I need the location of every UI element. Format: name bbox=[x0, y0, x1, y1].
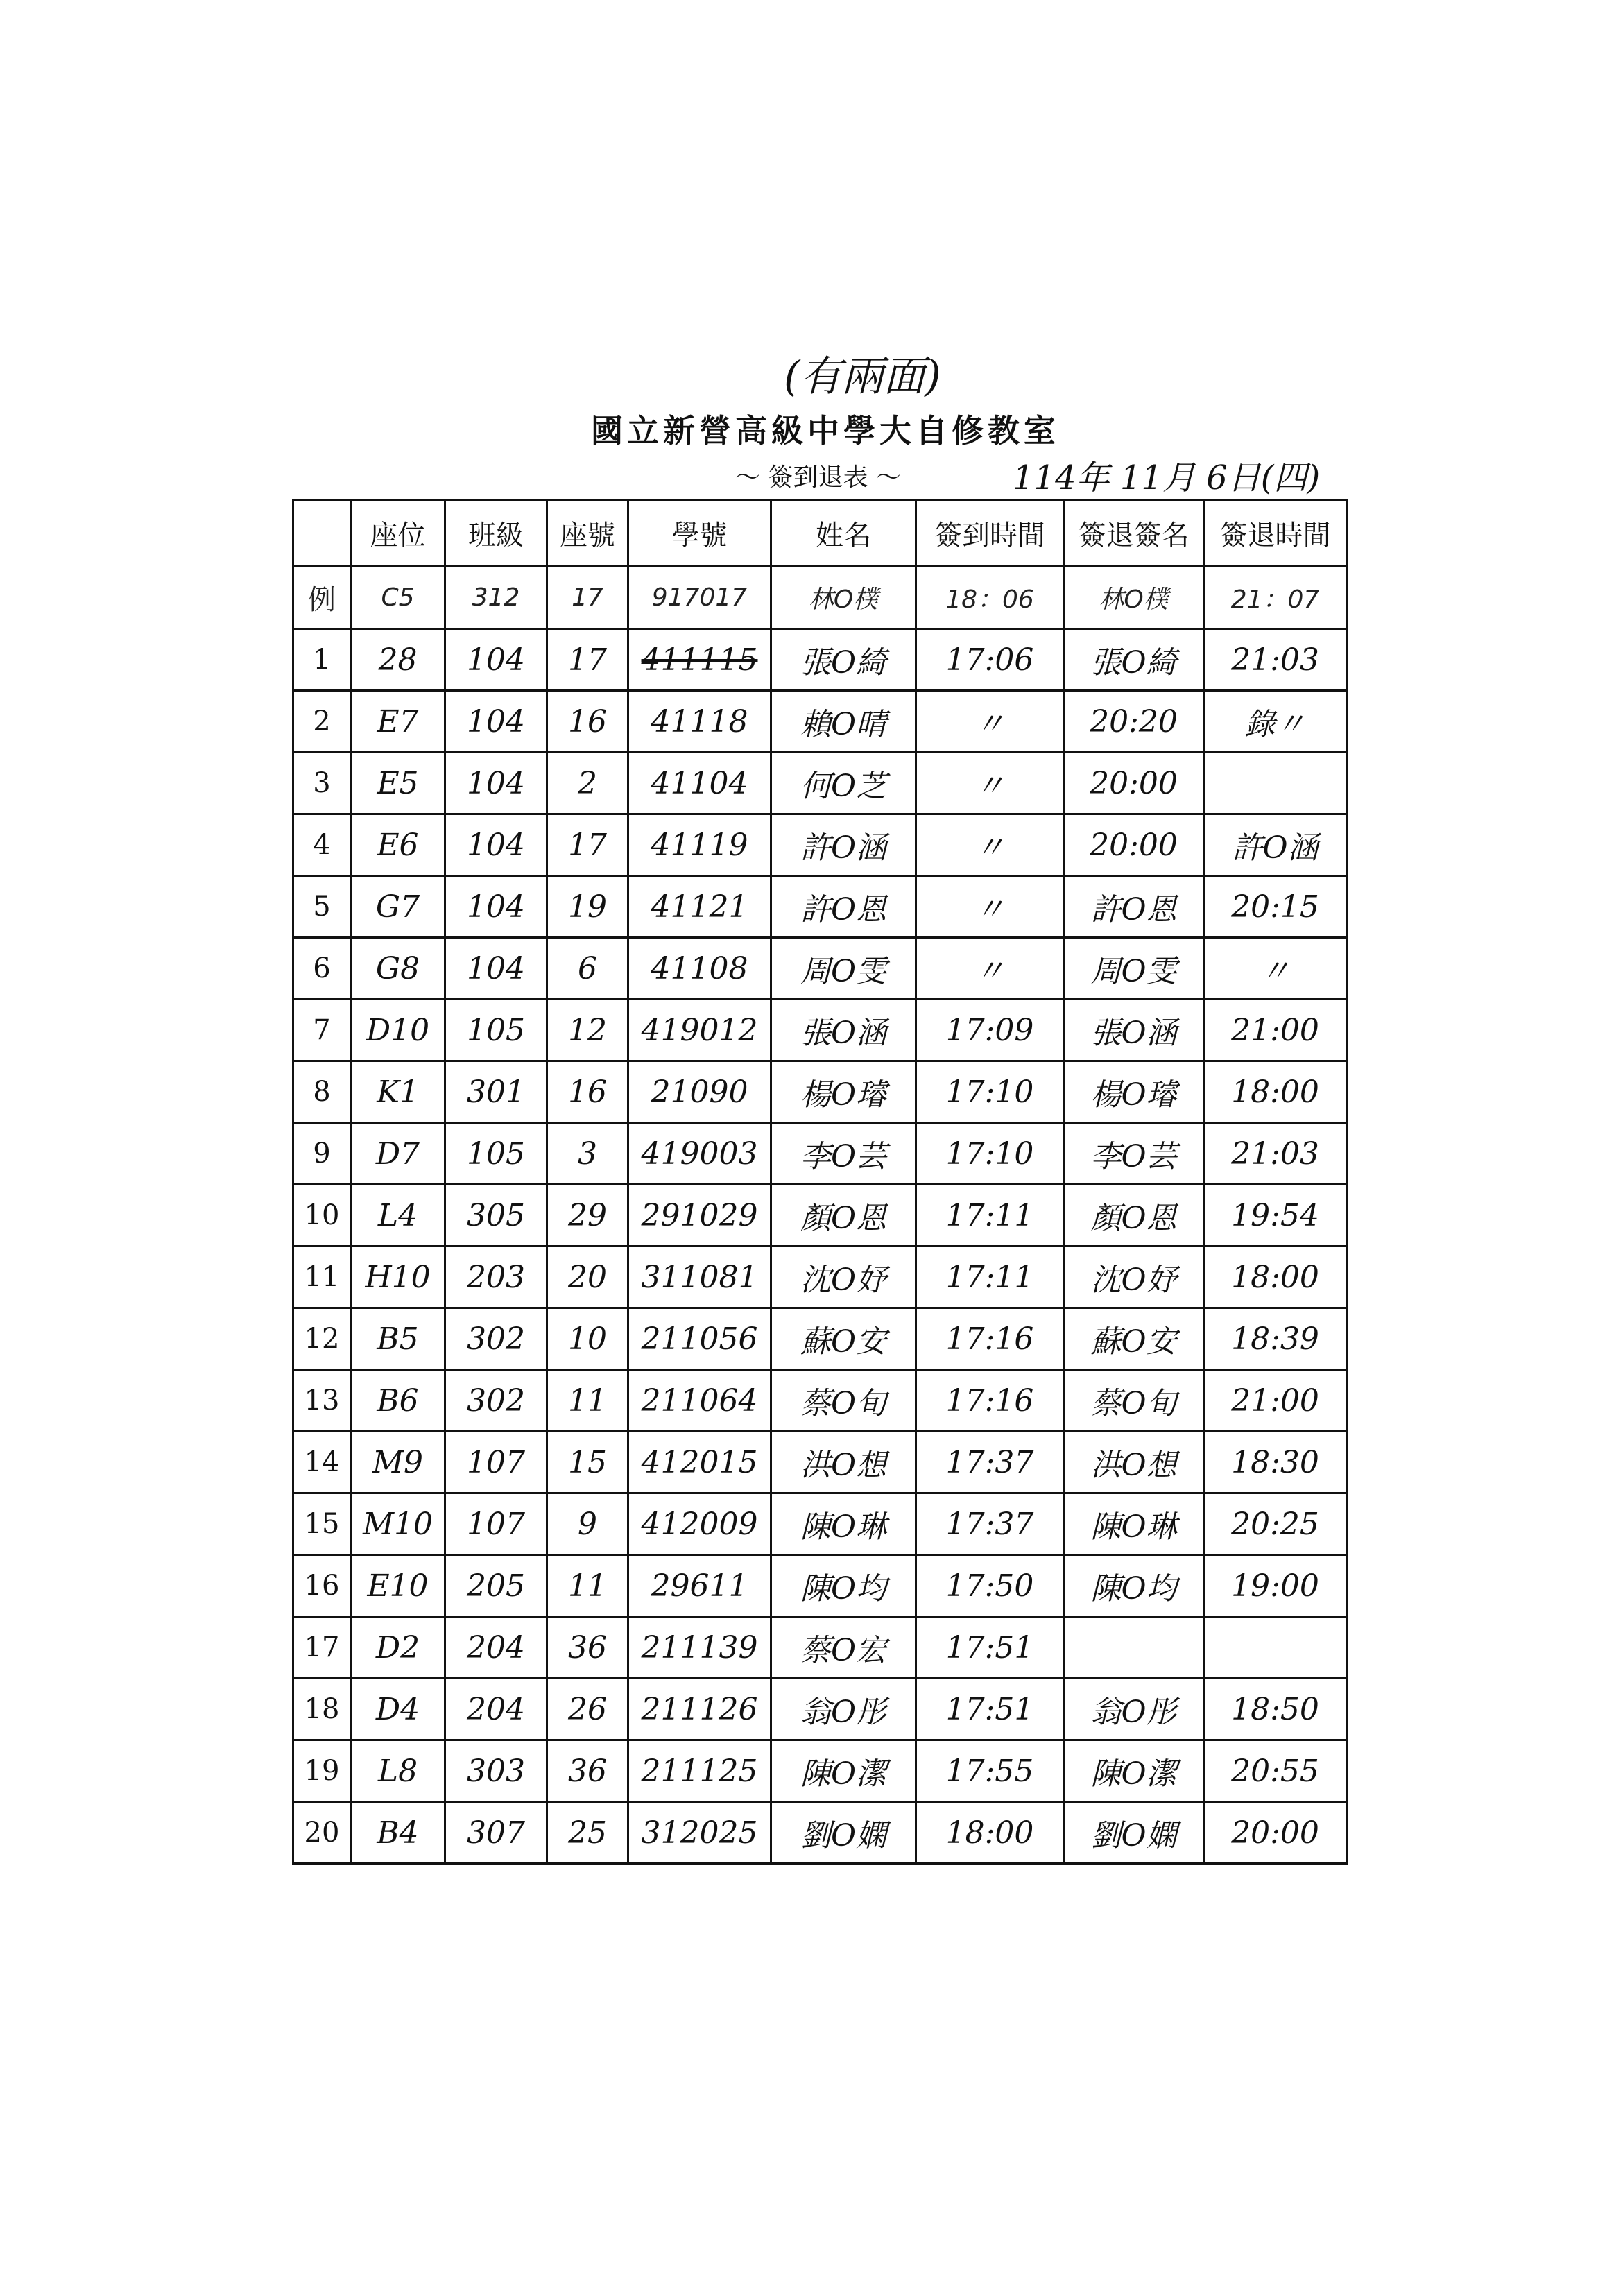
table-row bbox=[293, 1370, 1347, 1432]
cell-sign-out-signature: 李O芸 bbox=[1064, 1123, 1204, 1185]
cell-sign-in-time: 18:00 bbox=[916, 1802, 1064, 1864]
cell-class: 104 bbox=[445, 753, 547, 814]
example-sign-in-time: 18：06 bbox=[916, 567, 1064, 629]
cell-seat: D10 bbox=[351, 1000, 445, 1061]
cell-seat-number: 15 bbox=[547, 1432, 628, 1493]
cell-name: 張O綺 bbox=[771, 629, 916, 691]
table-row bbox=[293, 691, 1347, 753]
cell-student-id: 29611 bbox=[628, 1555, 771, 1617]
column-header-seat: 座位 bbox=[351, 500, 445, 567]
column-header-seat-number: 座號 bbox=[547, 500, 628, 567]
cell-seat: G7 bbox=[351, 876, 445, 938]
cell-sign-in-time: 17:51 bbox=[916, 1679, 1064, 1740]
cell-sign-in-time: 17:37 bbox=[916, 1493, 1064, 1555]
cell-sign-out-time: 18:00 bbox=[1204, 1246, 1347, 1308]
cell-sign-in-time: 17:10 bbox=[916, 1061, 1064, 1123]
cell-sign-out-time: 20:15 bbox=[1204, 876, 1347, 938]
document-title: 國立新營高級中學大自修教室 bbox=[591, 412, 1060, 449]
cell-name: 陳O均 bbox=[771, 1555, 916, 1617]
table-row bbox=[293, 1432, 1347, 1493]
cell-seat: G8 bbox=[351, 938, 445, 1000]
cell-class: 105 bbox=[445, 1000, 547, 1061]
cell-name: 賴O晴 bbox=[771, 691, 916, 753]
form-date: 114年 11月 6日(四) bbox=[1013, 459, 1321, 497]
cell-sign-out-time: 〃 bbox=[1204, 938, 1347, 1000]
table-row bbox=[293, 629, 1347, 691]
cell-name: 許O涵 bbox=[771, 814, 916, 876]
cell-student-id: 41119 bbox=[628, 814, 771, 876]
cell-seat: L8 bbox=[351, 1740, 445, 1802]
cell-student-id: 211064 bbox=[628, 1370, 771, 1432]
cell-name: 洪O想 bbox=[771, 1432, 916, 1493]
table-row bbox=[293, 1061, 1347, 1123]
cell-seat-number: 36 bbox=[547, 1617, 628, 1679]
cell-class: 104 bbox=[445, 938, 547, 1000]
cell-name: 顏O恩 bbox=[771, 1185, 916, 1246]
cell-class: 107 bbox=[445, 1432, 547, 1493]
cell-name: 劉O嫻 bbox=[771, 1802, 916, 1864]
cell-class: 301 bbox=[445, 1061, 547, 1123]
cell-student-id: 412015 bbox=[628, 1432, 771, 1493]
cell-row-index: 5 bbox=[293, 876, 351, 938]
cell-seat-number: 17 bbox=[547, 814, 628, 876]
cell-sign-out-signature: 20:20 bbox=[1064, 691, 1204, 753]
cell-sign-out-time: 18:30 bbox=[1204, 1432, 1347, 1493]
cell-seat: B5 bbox=[351, 1308, 445, 1370]
column-header-name: 姓名 bbox=[771, 500, 916, 567]
cell-student-id: 41104 bbox=[628, 753, 771, 814]
cell-row-index: 6 bbox=[293, 938, 351, 1000]
cell-sign-out-time: 18:39 bbox=[1204, 1308, 1347, 1370]
example-row bbox=[293, 567, 1347, 629]
cell-sign-out-time: 19:00 bbox=[1204, 1555, 1347, 1617]
cell-sign-out-signature: 楊O璿 bbox=[1064, 1061, 1204, 1123]
cell-row-index: 1 bbox=[293, 629, 351, 691]
column-header-student-id: 學號 bbox=[628, 500, 771, 567]
cell-sign-out-signature: 洪O想 bbox=[1064, 1432, 1204, 1493]
cell-row-index: 4 bbox=[293, 814, 351, 876]
cell-sign-out-time: 21:03 bbox=[1204, 629, 1347, 691]
table-row bbox=[293, 1740, 1347, 1802]
cell-sign-out-signature: 劉O嫻 bbox=[1064, 1802, 1204, 1864]
cell-class: 204 bbox=[445, 1679, 547, 1740]
form-subtitle: ～ 簽到退表 ～ bbox=[735, 463, 901, 492]
cell-seat: E6 bbox=[351, 814, 445, 876]
cell-seat-number: 20 bbox=[547, 1246, 628, 1308]
cell-row-index: 20 bbox=[293, 1802, 351, 1864]
cell-class: 307 bbox=[445, 1802, 547, 1864]
column-header-sign-out-signature: 簽退簽名 bbox=[1064, 500, 1204, 567]
cell-sign-in-time: 17:11 bbox=[916, 1185, 1064, 1246]
cell-student-id: 211139 bbox=[628, 1617, 771, 1679]
cell-class: 107 bbox=[445, 1493, 547, 1555]
cell-sign-in-time: 17:11 bbox=[916, 1246, 1064, 1308]
cell-name: 蔡O宏 bbox=[771, 1617, 916, 1679]
example-seat-number: 17 bbox=[547, 567, 628, 629]
table-row bbox=[293, 1802, 1347, 1864]
cell-class: 104 bbox=[445, 691, 547, 753]
cell-row-index: 16 bbox=[293, 1555, 351, 1617]
cell-sign-out-time: 許O涵 bbox=[1204, 814, 1347, 876]
cell-seat-number: 11 bbox=[547, 1555, 628, 1617]
cell-row-index: 19 bbox=[293, 1740, 351, 1802]
cell-sign-out-time: 20:00 bbox=[1204, 1802, 1347, 1864]
cell-sign-out-time: 20:25 bbox=[1204, 1493, 1347, 1555]
cell-sign-out-time: 18:00 bbox=[1204, 1061, 1347, 1123]
cell-row-index: 7 bbox=[293, 1000, 351, 1061]
example-sign-out-signature: 林O樸 bbox=[1064, 567, 1204, 629]
cell-seat-number: 6 bbox=[547, 938, 628, 1000]
cell-seat-number: 10 bbox=[547, 1308, 628, 1370]
cell-seat: D4 bbox=[351, 1679, 445, 1740]
column-header-sign-out-time: 簽退時間 bbox=[1204, 500, 1347, 567]
example-seat: C5 bbox=[351, 567, 445, 629]
cell-seat: B6 bbox=[351, 1370, 445, 1432]
cell-seat: D2 bbox=[351, 1617, 445, 1679]
cell-row-index: 2 bbox=[293, 691, 351, 753]
cell-sign-out-signature: 周O雯 bbox=[1064, 938, 1204, 1000]
cell-seat: E7 bbox=[351, 691, 445, 753]
example-row-index: 例 bbox=[293, 567, 351, 629]
cell-seat-number: 11 bbox=[547, 1370, 628, 1432]
cell-row-index: 15 bbox=[293, 1493, 351, 1555]
cell-seat: H10 bbox=[351, 1246, 445, 1308]
cell-sign-in-time: 〃 bbox=[916, 753, 1064, 814]
example-student-id: 917017 bbox=[628, 567, 771, 629]
cell-student-id: 312025 bbox=[628, 1802, 771, 1864]
cell-sign-out-time: 21:00 bbox=[1204, 1000, 1347, 1061]
cell-student-id: 211056 bbox=[628, 1308, 771, 1370]
cell-student-id: 211126 bbox=[628, 1679, 771, 1740]
cell-sign-out-signature: 張O綺 bbox=[1064, 629, 1204, 691]
cell-seat-number: 17 bbox=[547, 629, 628, 691]
example-name: 林O樸 bbox=[771, 567, 916, 629]
cell-seat-number: 19 bbox=[547, 876, 628, 938]
example-sign-out-time: 21：07 bbox=[1204, 567, 1347, 629]
cell-student-id: 211125 bbox=[628, 1740, 771, 1802]
cell-sign-in-time: 17:06 bbox=[916, 629, 1064, 691]
cell-name: 陳O潔 bbox=[771, 1740, 916, 1802]
cell-seat-number: 3 bbox=[547, 1123, 628, 1185]
cell-seat-number: 9 bbox=[547, 1493, 628, 1555]
table-row bbox=[293, 1555, 1347, 1617]
example-class: 312 bbox=[445, 567, 547, 629]
cell-sign-out-signature: 顏O恩 bbox=[1064, 1185, 1204, 1246]
cell-class: 105 bbox=[445, 1123, 547, 1185]
cell-sign-out-signature bbox=[1064, 1617, 1204, 1679]
cell-sign-in-time: 17:16 bbox=[916, 1308, 1064, 1370]
cell-sign-out-signature: 陳O潔 bbox=[1064, 1740, 1204, 1802]
cell-seat: M10 bbox=[351, 1493, 445, 1555]
sign-in-table bbox=[292, 499, 1348, 1865]
cell-sign-in-time: 17:55 bbox=[916, 1740, 1064, 1802]
cell-seat: L4 bbox=[351, 1185, 445, 1246]
cell-student-id: 41121 bbox=[628, 876, 771, 938]
cell-sign-out-signature: 翁O彤 bbox=[1064, 1679, 1204, 1740]
cell-row-index: 3 bbox=[293, 753, 351, 814]
cell-seat: E5 bbox=[351, 753, 445, 814]
cell-row-index: 11 bbox=[293, 1246, 351, 1308]
cell-student-id: 419012 bbox=[628, 1000, 771, 1061]
cell-student-id: 41118 bbox=[628, 691, 771, 753]
cell-sign-out-time bbox=[1204, 753, 1347, 814]
cell-seat: K1 bbox=[351, 1061, 445, 1123]
cell-sign-in-time: 17:50 bbox=[916, 1555, 1064, 1617]
cell-name: 翁O彤 bbox=[771, 1679, 916, 1740]
cell-name: 李O芸 bbox=[771, 1123, 916, 1185]
table-row bbox=[293, 1493, 1347, 1555]
table-row bbox=[293, 938, 1347, 1000]
cell-class: 203 bbox=[445, 1246, 547, 1308]
cell-class: 302 bbox=[445, 1308, 547, 1370]
cell-sign-in-time: 〃 bbox=[916, 876, 1064, 938]
cell-sign-in-time: 〃 bbox=[916, 938, 1064, 1000]
cell-name: 周O雯 bbox=[771, 938, 916, 1000]
cell-sign-out-signature: 蘇O安 bbox=[1064, 1308, 1204, 1370]
cell-seat: M9 bbox=[351, 1432, 445, 1493]
cell-seat: 28 bbox=[351, 629, 445, 691]
cell-sign-out-time: 20:55 bbox=[1204, 1740, 1347, 1802]
handwritten-note: (有兩面) bbox=[784, 352, 941, 401]
cell-sign-out-time: 21:00 bbox=[1204, 1370, 1347, 1432]
cell-class: 305 bbox=[445, 1185, 547, 1246]
cell-row-index: 12 bbox=[293, 1308, 351, 1370]
cell-sign-in-time: 17:16 bbox=[916, 1370, 1064, 1432]
cell-seat: B4 bbox=[351, 1802, 445, 1864]
cell-seat-number: 36 bbox=[547, 1740, 628, 1802]
cell-name: 陳O琳 bbox=[771, 1493, 916, 1555]
cell-class: 204 bbox=[445, 1617, 547, 1679]
cell-sign-out-signature: 張O涵 bbox=[1064, 1000, 1204, 1061]
cell-class: 104 bbox=[445, 814, 547, 876]
cell-sign-in-time: 17:09 bbox=[916, 1000, 1064, 1061]
table-row bbox=[293, 1308, 1347, 1370]
table-row bbox=[293, 1185, 1347, 1246]
cell-student-id: 411115 bbox=[628, 629, 771, 691]
cell-class: 303 bbox=[445, 1740, 547, 1802]
cell-student-id: 21090 bbox=[628, 1061, 771, 1123]
cell-sign-out-signature: 蔡O旬 bbox=[1064, 1370, 1204, 1432]
cell-student-id: 419003 bbox=[628, 1123, 771, 1185]
cell-row-index: 17 bbox=[293, 1617, 351, 1679]
cell-seat-number: 25 bbox=[547, 1802, 628, 1864]
table-row bbox=[293, 753, 1347, 814]
table-row bbox=[293, 1000, 1347, 1061]
cell-seat-number: 16 bbox=[547, 691, 628, 753]
cell-row-index: 10 bbox=[293, 1185, 351, 1246]
cell-student-id: 41108 bbox=[628, 938, 771, 1000]
cell-sign-in-time: 17:51 bbox=[916, 1617, 1064, 1679]
cell-row-index: 9 bbox=[293, 1123, 351, 1185]
cell-seat-number: 29 bbox=[547, 1185, 628, 1246]
cell-name: 許O恩 bbox=[771, 876, 916, 938]
cell-seat-number: 12 bbox=[547, 1000, 628, 1061]
cell-row-index: 14 bbox=[293, 1432, 351, 1493]
cell-seat: E10 bbox=[351, 1555, 445, 1617]
cell-name: 楊O璿 bbox=[771, 1061, 916, 1123]
cell-row-index: 13 bbox=[293, 1370, 351, 1432]
cell-sign-in-time: 〃 bbox=[916, 814, 1064, 876]
cell-seat-number: 26 bbox=[547, 1679, 628, 1740]
cell-seat-number: 16 bbox=[547, 1061, 628, 1123]
cell-sign-out-signature: 陳O琳 bbox=[1064, 1493, 1204, 1555]
cell-class: 104 bbox=[445, 629, 547, 691]
cell-sign-out-time: 錄〃 bbox=[1204, 691, 1347, 753]
cell-student-id: 291029 bbox=[628, 1185, 771, 1246]
table-row bbox=[293, 814, 1347, 876]
cell-row-index: 8 bbox=[293, 1061, 351, 1123]
header-row bbox=[293, 500, 1347, 567]
cell-name: 張O涵 bbox=[771, 1000, 916, 1061]
cell-sign-in-time: 17:10 bbox=[916, 1123, 1064, 1185]
table-row bbox=[293, 876, 1347, 938]
cell-name: 何O芝 bbox=[771, 753, 916, 814]
table-row bbox=[293, 1123, 1347, 1185]
cell-seat-number: 2 bbox=[547, 753, 628, 814]
cell-sign-in-time: 17:37 bbox=[916, 1432, 1064, 1493]
cell-seat: D7 bbox=[351, 1123, 445, 1185]
cell-sign-out-signature: 許O恩 bbox=[1064, 876, 1204, 938]
cell-student-id: 412009 bbox=[628, 1493, 771, 1555]
cell-sign-out-signature: 20:00 bbox=[1064, 753, 1204, 814]
cell-class: 205 bbox=[445, 1555, 547, 1617]
cell-sign-out-time: 18:50 bbox=[1204, 1679, 1347, 1740]
cell-name: 沈O妤 bbox=[771, 1246, 916, 1308]
table-row bbox=[293, 1679, 1347, 1740]
cell-row-index: 18 bbox=[293, 1679, 351, 1740]
cell-sign-out-time: 21:03 bbox=[1204, 1123, 1347, 1185]
cell-sign-out-signature: 20:00 bbox=[1064, 814, 1204, 876]
table-row bbox=[293, 1246, 1347, 1308]
cell-sign-out-time bbox=[1204, 1617, 1347, 1679]
column-header-sign-in-time: 簽到時間 bbox=[916, 500, 1064, 567]
column-header-row-index bbox=[293, 500, 351, 567]
cell-sign-out-time: 19:54 bbox=[1204, 1185, 1347, 1246]
cell-name: 蔡O旬 bbox=[771, 1370, 916, 1432]
column-header-class: 班級 bbox=[445, 500, 547, 567]
cell-sign-out-signature: 陳O均 bbox=[1064, 1555, 1204, 1617]
cell-class: 302 bbox=[445, 1370, 547, 1432]
cell-class: 104 bbox=[445, 876, 547, 938]
table-row bbox=[293, 1617, 1347, 1679]
cell-sign-out-signature: 沈O妤 bbox=[1064, 1246, 1204, 1308]
cell-student-id: 311081 bbox=[628, 1246, 771, 1308]
cell-sign-in-time: 〃 bbox=[916, 691, 1064, 753]
cell-name: 蘇O安 bbox=[771, 1308, 916, 1370]
